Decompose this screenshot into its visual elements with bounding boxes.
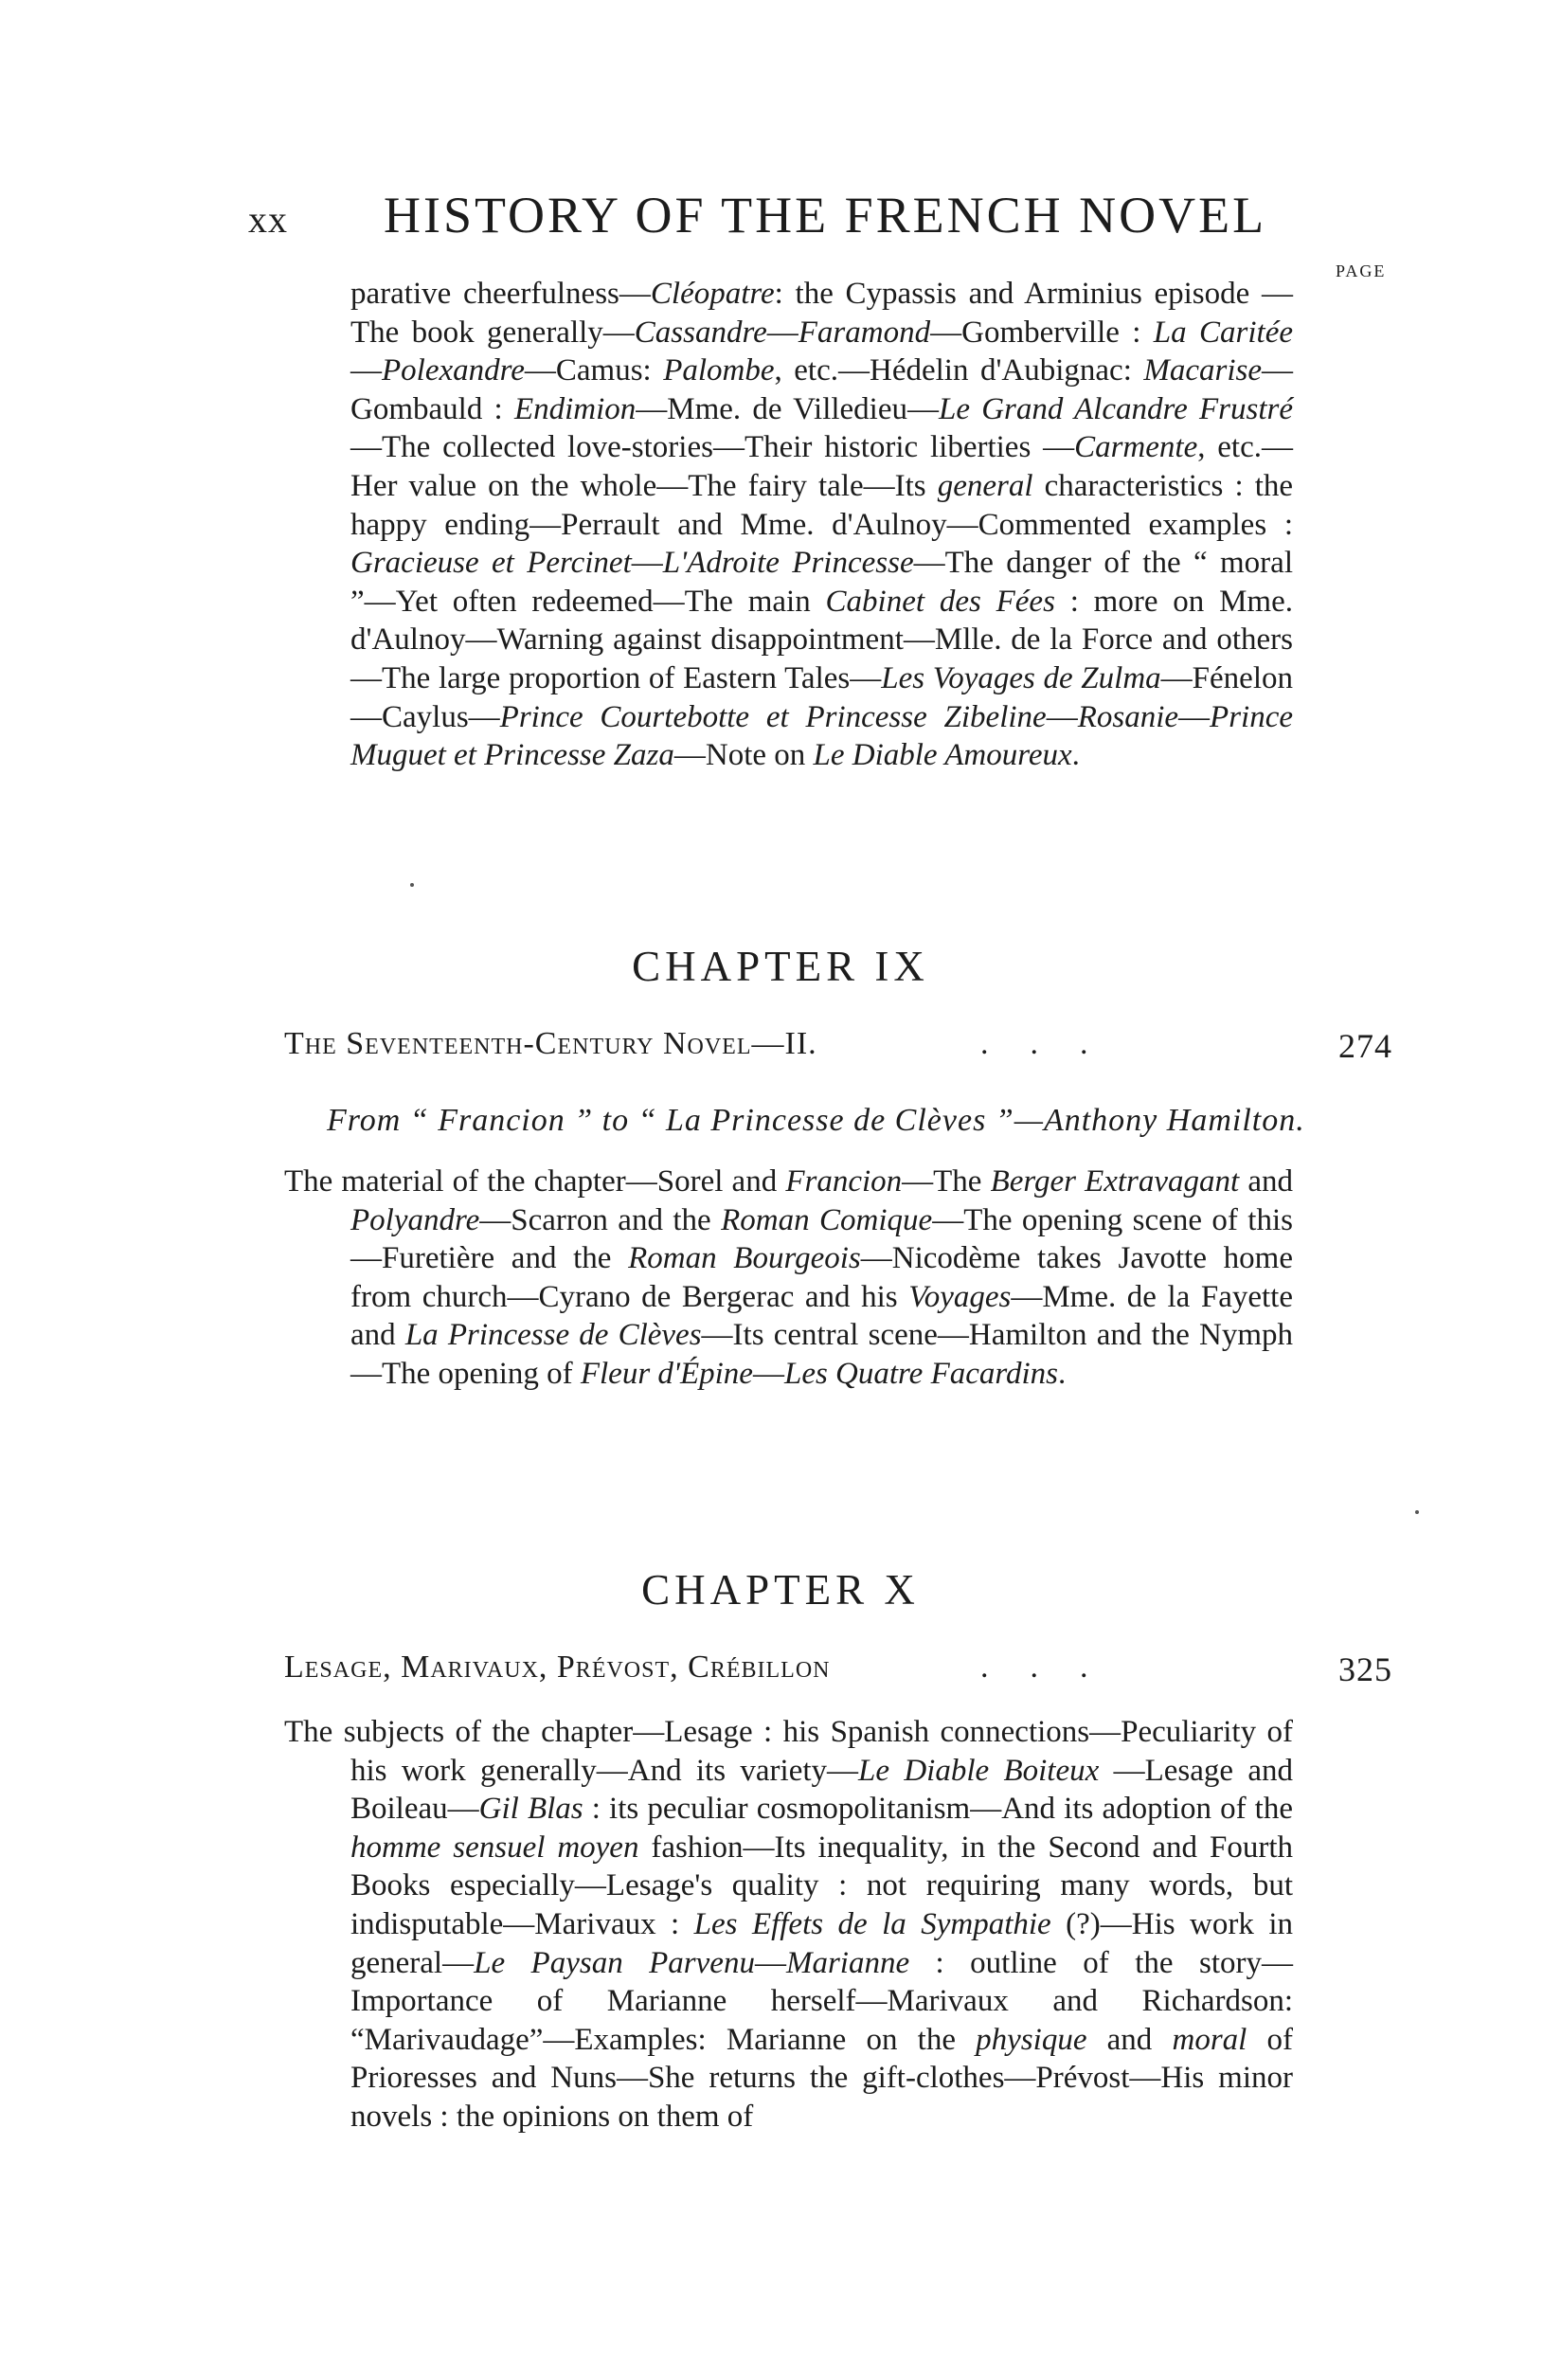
chapter-summary — [284, 1163, 1293, 1394]
toc-entry — [284, 1650, 1392, 1695]
toc-entry-title: Lesage, Marivaux, Prévost, Crébillon — [284, 1650, 831, 1685]
toc-page-number: 325 — [1338, 1650, 1392, 1688]
toc-page-number: 274 — [1338, 1027, 1392, 1065]
page-number: xx — [248, 198, 288, 241]
chapter-summary — [284, 1713, 1293, 2137]
chapter-summary-text: The subjects of the chapter—Lesage : his Spanish connections—Peculiarity of his work generally—And its variety—Le Diable Boiteux —Lesage and Boileau—Gil Blas : its peculiar cosmopolitanism—And its adoption of the homme sensuel moyen fashion—Its inequality, in the Second and Fourth Books especially—Lesage's quality : not requiring many words, but indisputable—Marivaux : Les Effets de la Sympathie (?)—His work in general—Le Paysan Parvenu—Marianne : outline of the story—Importance of Marianne herself—Marivaux and Richardson: “Marivaudage”—Examples: Marianne on the physique and moral of Prioresses and Nuns—She returns the gift-clothes—Prévost—His minor novels : the opinions on them of — [284, 1715, 1294, 2134]
chapter-heading: CHAPTER X — [641, 1566, 920, 1614]
chapter-subtitle: From “ Francion ” to “ La Princesse de Clèves ”—Anthony Hamilton. — [327, 1103, 1305, 1138]
chapter-summary-text: The material of the chapter—Sorel and Francion—The Berger Extravagant and Polyandre—Scarron and the Roman Comique—The opening scene of this—Furetière and the Roman Bourgeois—Nicodème takes Javotte home from church—Cyrano de Bergerac and his Voyages—Mme. de la Fayette and La Princesse de Clèves—Its central scene—Hamilton and the Nymph—The opening of Fleur d'Épine—Les Quatre Facardins. — [284, 1164, 1293, 1391]
running-head: HISTORY OF THE FRENCH NOVEL — [384, 187, 1267, 243]
toc-entry — [284, 1026, 1392, 1072]
page-column-label: PAGE — [1336, 261, 1387, 280]
chapter-heading: CHAPTER IX — [632, 943, 929, 990]
scan-speck — [1415, 1510, 1419, 1514]
scan-speck — [410, 883, 414, 887]
continued-summary — [350, 275, 1293, 775]
continued-summary-text: parative cheerfulness—Cléopatre: the Cypassis and Arminius episode —The book generally—Cassandre—Faramond—Gomberville : La Caritée—Polexandre—Camus: Palombe, etc.—Hédelin d'Aubignac: Macarise—Gombauld : Endimion—Mme. de Villedieu—Le Grand Alcandre Frustré—The collected love-stories—Their historic liberties —Carmente, etc.—Her value on the whole—The fairy tale—Its general characteristics : the happy ending—Perrault and Mme. d'Aulnoy—Commented examples : Gracieuse et Percinet—L'Adroite Princesse—The danger of the “ moral ”—Yet often redeemed—The main Cabinet des Fées : more on Mme. d'Aulnoy—Warning against disappointment—Mlle. de la Force and others—The large proportion of Eastern Tales—Les Voyages de Zulma—Fénelon—Caylus—Prince Courtebotte et Princesse Zibeline—Rosanie—Prince Muguet et Princesse Zaza—Note on Le Diable Amoureux. — [350, 277, 1294, 773]
toc-dot-leader: ... — [980, 1026, 1130, 1061]
toc-dot-leader: ... — [980, 1650, 1130, 1685]
toc-entry-title: The Seventeenth-Century Novel—II. — [284, 1026, 817, 1061]
